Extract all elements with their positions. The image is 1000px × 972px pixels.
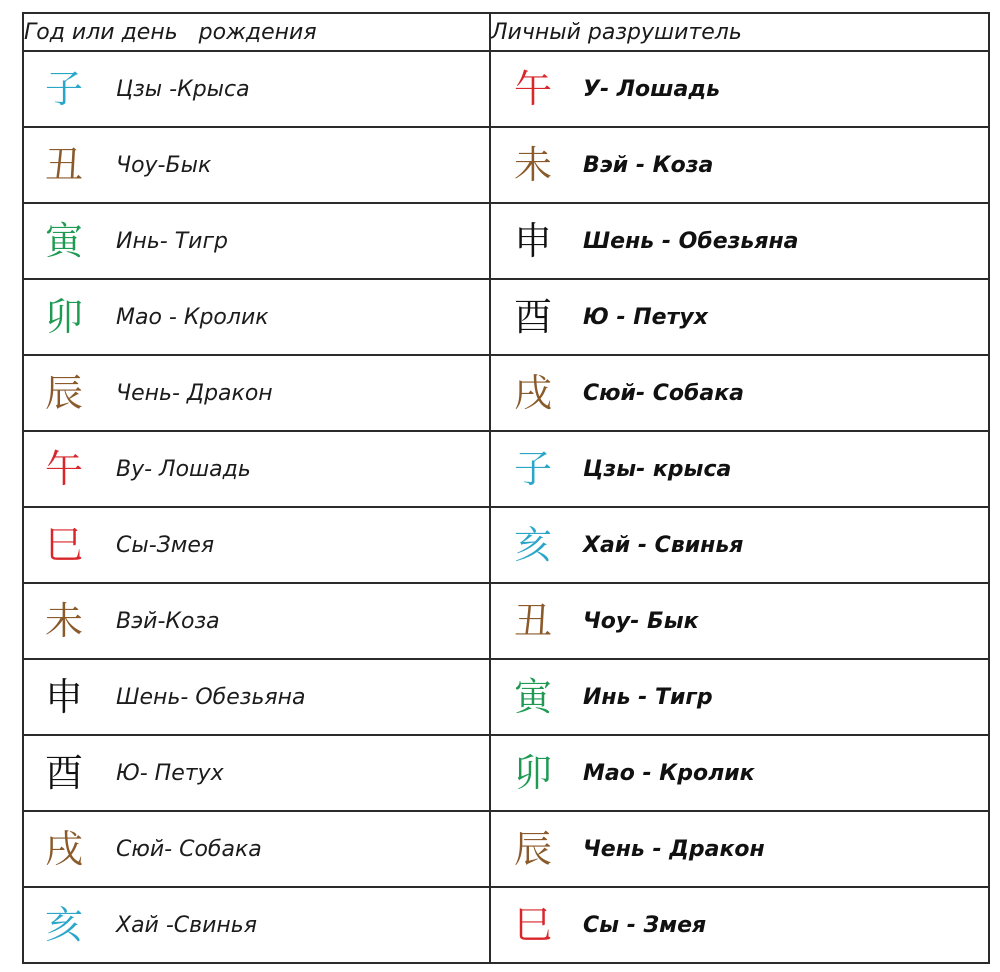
destroyer-sign-cell: [490, 431, 989, 507]
zodiac-destroyer-table: [22, 12, 990, 964]
birth-sign-name: Цзы -Крыса: [116, 76, 250, 102]
birth-sign-glyph: 酉: [44, 751, 83, 795]
destroyer-sign-name: Чоу- Бык: [583, 608, 699, 634]
destroyer-sign-glyph: 酉: [513, 295, 552, 339]
destroyer-sign-name: Шень - Обезьяна: [583, 228, 799, 254]
birth-sign-glyph: 巳: [44, 523, 83, 567]
birth-sign-glyph: 寅: [44, 219, 83, 263]
birth-sign-cell: [23, 203, 490, 279]
destroyer-sign-cell: [490, 279, 989, 355]
birth-sign-cell: [23, 51, 490, 127]
destroyer-sign-name: У- Лошадь: [583, 76, 721, 102]
destroyer-sign-cell: [490, 811, 989, 887]
destroyer-sign-name: Хай - Свинья: [583, 532, 744, 558]
birth-sign-name: Инь- Тигр: [116, 228, 228, 254]
birth-sign-cell: [23, 811, 490, 887]
destroyer-sign-glyph: 巳: [513, 903, 552, 947]
table-row: [23, 203, 989, 279]
destroyer-sign-glyph: 子: [513, 447, 552, 491]
destroyer-sign-glyph: 寅: [513, 675, 552, 719]
birth-sign-glyph: 丑: [44, 143, 83, 187]
birth-sign-glyph: 子: [44, 67, 83, 111]
birth-sign-cell: [23, 735, 490, 811]
table-row: [23, 51, 989, 127]
birth-sign-cell: [23, 279, 490, 355]
header-personal-destroyer: Личный разрушитель: [490, 13, 989, 51]
table-row: [23, 735, 989, 811]
destroyer-sign-name: Сюй- Собака: [583, 380, 744, 406]
birth-sign-cell: [23, 355, 490, 431]
table-row: [23, 887, 989, 963]
destroyer-sign-cell: [490, 735, 989, 811]
birth-sign-name: Сюй- Собака: [116, 836, 262, 862]
destroyer-sign-glyph: 未: [513, 143, 552, 187]
birth-sign-cell: [23, 507, 490, 583]
header-birth-year-day: Год или день рождения: [23, 13, 490, 51]
destroyer-sign-glyph: 申: [513, 219, 552, 263]
birth-sign-glyph: 未: [44, 599, 83, 643]
birth-sign-name: Хай -Свинья: [116, 912, 257, 938]
table-row: [23, 279, 989, 355]
destroyer-sign-name: Инь - Тигр: [583, 684, 713, 710]
destroyer-sign-cell: [490, 127, 989, 203]
destroyer-sign-cell: [490, 203, 989, 279]
birth-sign-cell: [23, 431, 490, 507]
birth-sign-name: Чоу-Бык: [116, 152, 212, 178]
destroyer-sign-cell: [490, 507, 989, 583]
birth-sign-glyph: 亥: [44, 903, 83, 947]
table-row: [23, 507, 989, 583]
table-row: [23, 355, 989, 431]
table-row: [23, 431, 989, 507]
birth-sign-cell: [23, 583, 490, 659]
destroyer-sign-name: Цзы- крыса: [583, 456, 732, 482]
destroyer-sign-name: Вэй - Коза: [583, 152, 714, 178]
birth-sign-name: Мао - Кролик: [116, 304, 269, 330]
destroyer-sign-glyph: 戌: [513, 371, 552, 415]
birth-sign-cell: [23, 887, 490, 963]
table-row: [23, 127, 989, 203]
birth-sign-glyph: 卯: [44, 295, 83, 339]
destroyer-sign-cell: [490, 659, 989, 735]
destroyer-sign-name: Мао - Кролик: [583, 760, 755, 786]
destroyer-sign-glyph: 午: [513, 67, 552, 111]
birth-sign-glyph: 辰: [44, 371, 83, 415]
birth-sign-name: Вэй-Коза: [116, 608, 220, 634]
destroyer-sign-glyph: 亥: [513, 523, 552, 567]
destroyer-sign-glyph: 辰: [513, 827, 552, 871]
destroyer-sign-glyph: 丑: [513, 599, 552, 643]
table-row: [23, 659, 989, 735]
table-row: [23, 583, 989, 659]
destroyer-sign-cell: [490, 887, 989, 963]
birth-sign-glyph: 午: [44, 447, 83, 491]
birth-sign-glyph: 戌: [44, 827, 83, 871]
header-row: [23, 13, 989, 51]
destroyer-sign-name: Сы - Змея: [583, 912, 707, 938]
birth-sign-glyph: 申: [44, 675, 83, 719]
destroyer-sign-cell: [490, 355, 989, 431]
destroyer-sign-glyph: 卯: [513, 751, 552, 795]
birth-sign-cell: [23, 659, 490, 735]
destroyer-sign-name: Ю - Петух: [583, 304, 708, 330]
birth-sign-name: Ю- Петух: [116, 760, 224, 786]
birth-sign-cell: [23, 127, 490, 203]
birth-sign-name: Сы-Змея: [116, 532, 215, 558]
birth-sign-name: Чень- Дракон: [116, 380, 273, 406]
destroyer-sign-name: Чень - Дракон: [583, 836, 765, 862]
birth-sign-name: Шень- Обезьяна: [116, 684, 306, 710]
destroyer-sign-cell: [490, 583, 989, 659]
birth-sign-name: Ву- Лошадь: [116, 456, 251, 482]
table-row: [23, 811, 989, 887]
destroyer-sign-cell: [490, 51, 989, 127]
